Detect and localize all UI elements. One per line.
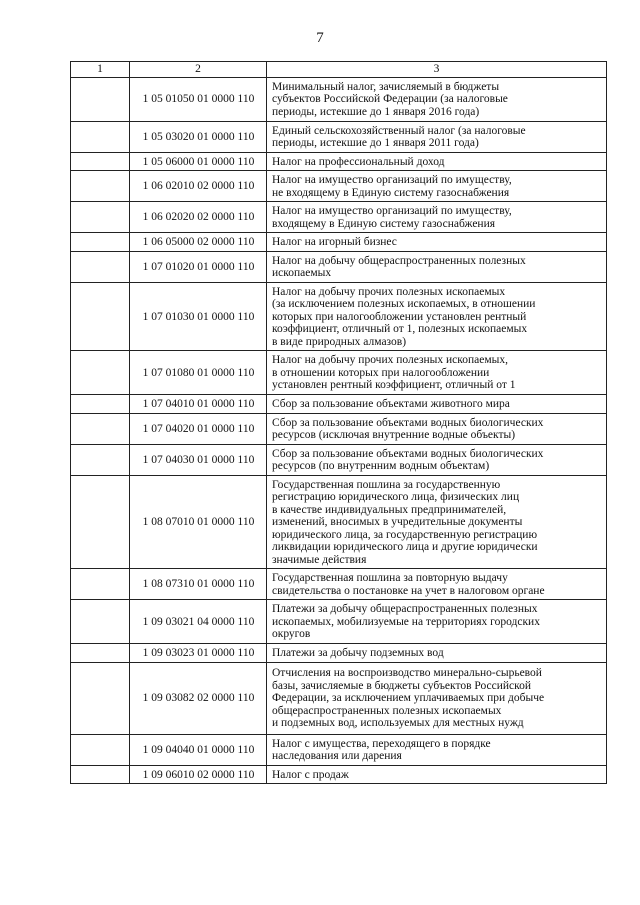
row-code-cell: 1 07 01080 01 0000 110 (130, 351, 267, 395)
row-col1-cell (71, 171, 130, 202)
table-header-row (71, 62, 607, 78)
row-name-cell: Налог с имущества, переходящего в порядке наследования или дарения (267, 734, 607, 765)
row-code-cell: 1 09 03082 02 0000 110 (130, 662, 267, 734)
table-row (71, 569, 607, 600)
row-col1-cell (71, 413, 130, 444)
row-col1-cell (71, 233, 130, 252)
row-name-cell: Сбор за пользование объектами водных биологических ресурсов (исключая внутренние водные объекты) (267, 413, 607, 444)
row-code-cell: 1 06 02010 02 0000 110 (130, 171, 267, 202)
table-row (71, 395, 607, 414)
page-number: 7 (316, 30, 324, 46)
table-row (71, 351, 607, 395)
row-code-cell: 1 05 01050 01 0000 110 (130, 77, 267, 121)
row-col1-cell (71, 644, 130, 663)
row-code-cell: 1 08 07310 01 0000 110 (130, 569, 267, 600)
table-row (71, 475, 607, 569)
table-row (71, 444, 607, 475)
row-name-cell: Налог на профессиональный доход (267, 152, 607, 171)
column-header-2: 2 (130, 62, 267, 78)
table-row (71, 171, 607, 202)
table-row (71, 152, 607, 171)
row-code-cell: 1 05 03020 01 0000 110 (130, 121, 267, 152)
table-body (71, 77, 607, 784)
column-header-3: 3 (267, 62, 607, 78)
table-row (71, 233, 607, 252)
row-col1-cell (71, 765, 130, 784)
table-row (71, 734, 607, 765)
row-name-cell: Платежи за добычу общераспространенных полезных ископаемых, мобилизуемые на территориях городских округов (267, 600, 607, 644)
row-name-cell: Платежи за добычу подземных вод (267, 644, 607, 663)
table-row (71, 413, 607, 444)
row-code-cell: 1 07 01030 01 0000 110 (130, 282, 267, 351)
row-name-cell: Государственная пошлина за повторную выдачу свидетельства о постановке на учет в налоговом органе (267, 569, 607, 600)
row-col1-cell (71, 251, 130, 282)
row-name-cell: Налог на имущество организаций по имуществу, входящему в Единую систему газоснабжения (267, 202, 607, 233)
row-col1-cell (71, 351, 130, 395)
row-code-cell: 1 07 04030 01 0000 110 (130, 444, 267, 475)
row-code-cell: 1 07 01020 01 0000 110 (130, 251, 267, 282)
row-name-cell: Налог на добычу прочих полезных ископаемых, в отношении которых при налогообложении установлен рентный коэффициент, отличный от 1 (267, 351, 607, 395)
row-name-cell: Минимальный налог, зачисляемый в бюджеты субъектов Российской Федерации (за налоговые периоды, истекшие до 1 января 2016 года) (267, 77, 607, 121)
budget-classification-table (70, 61, 607, 784)
row-col1-cell (71, 395, 130, 414)
row-name-cell: Налог на добычу прочих полезных ископаемых (за исключением полезных ископаемых, в отношении которых при налогообложении установлен рентный коэффициент, отличный от 1, полезных ископаемых в виде природных алмазов) (267, 282, 607, 351)
row-col1-cell (71, 569, 130, 600)
row-col1-cell (71, 152, 130, 171)
row-name-cell: Государственная пошлина за государственную регистрацию юридического лица, физических лиц в качестве индивидуальных предпринимателей, изменений, вносимых в учредительные документы юридического лица, за государственную регистрацию ликвидации юридического лица и другие юридически значимые действия (267, 475, 607, 569)
row-name-cell: Сбор за пользование объектами водных биологических ресурсов (по внутренним водным объектам) (267, 444, 607, 475)
row-code-cell: 1 09 03021 04 0000 110 (130, 600, 267, 644)
row-col1-cell (71, 202, 130, 233)
row-col1-cell (71, 734, 130, 765)
row-name-cell: Налог с продаж (267, 765, 607, 784)
row-code-cell: 1 09 03023 01 0000 110 (130, 644, 267, 663)
table-row (71, 600, 607, 644)
row-name-cell: Налог на имущество организаций по имуществу, не входящему в Единую систему газоснабжения (267, 171, 607, 202)
table-row (71, 77, 607, 121)
row-code-cell: 1 06 02020 02 0000 110 (130, 202, 267, 233)
row-code-cell: 1 05 06000 01 0000 110 (130, 152, 267, 171)
table-row (71, 662, 607, 734)
table-row (71, 282, 607, 351)
row-code-cell: 1 07 04020 01 0000 110 (130, 413, 267, 444)
row-col1-cell (71, 282, 130, 351)
row-col1-cell (71, 475, 130, 569)
column-header-1: 1 (71, 62, 130, 78)
row-col1-cell (71, 662, 130, 734)
row-code-cell: 1 07 04010 01 0000 110 (130, 395, 267, 414)
row-col1-cell (71, 77, 130, 121)
table-row (71, 121, 607, 152)
table-row (71, 644, 607, 663)
row-name-cell: Отчисления на воспроизводство минерально-сырьевой базы, зачисляемые в бюджеты субъектов Российской Федерации, за исключением уплачиваемых при добыче общераспространенных полезных ископаемых и подземных вод, используемых для местных нужд (267, 662, 607, 734)
row-code-cell: 1 08 07010 01 0000 110 (130, 475, 267, 569)
table-row (71, 765, 607, 784)
row-name-cell: Налог на игорный бизнес (267, 233, 607, 252)
row-col1-cell (71, 444, 130, 475)
row-name-cell: Сбор за пользование объектами животного мира (267, 395, 607, 414)
row-name-cell: Налог на добычу общераспространенных полезных ископаемых (267, 251, 607, 282)
row-col1-cell (71, 121, 130, 152)
row-code-cell: 1 09 06010 02 0000 110 (130, 765, 267, 784)
table-row (71, 202, 607, 233)
row-col1-cell (71, 600, 130, 644)
row-name-cell: Единый сельскохозяйственный налог (за налоговые периоды, истекшие до 1 января 2011 года) (267, 121, 607, 152)
row-code-cell: 1 09 04040 01 0000 110 (130, 734, 267, 765)
table-row (71, 251, 607, 282)
row-code-cell: 1 06 05000 02 0000 110 (130, 233, 267, 252)
